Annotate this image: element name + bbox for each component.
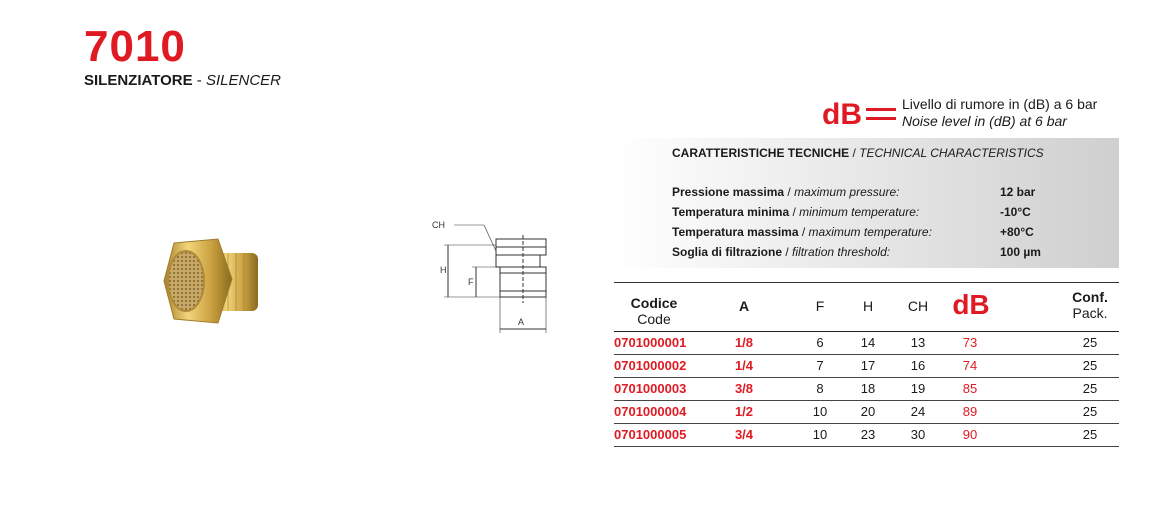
tech-label-en: maximum temperature: [808,225,932,239]
db-legend-en: Noise level in (dB) at 6 bar [902,113,1067,129]
tech-title-en: TECHNICAL CHARACTERISTICS [859,146,1044,160]
table-row [614,401,1119,424]
cell-a: 1/8 [734,335,754,350]
tech-row: Temperatura minima / minimum temperature: -10°C [672,205,1031,219]
cell-pack: 25 [1082,427,1098,442]
product-photo [160,235,270,330]
header-a: A [738,298,750,314]
table-header [614,282,1119,332]
cell-f: 8 [816,381,824,396]
db-symbol: dB [822,98,862,131]
tech-value: 12 bar [1000,185,1036,199]
cell-ch: 19 [910,381,926,396]
tech-value: 100 µm [1000,245,1041,259]
cell-db: 85 [962,381,978,396]
tech-value: +80°C [1000,225,1034,239]
tech-row: Temperatura massima / maximum temperature: +80°C [672,225,1034,239]
product-name-en: SILENCER [205,72,281,89]
table-row [614,332,1119,355]
cell-ch: 30 [910,427,926,442]
header-ch: CH [907,298,929,314]
label-a: A [518,317,525,327]
header-pack-en: Pack. [1072,305,1108,321]
cell-f: 10 [812,427,828,442]
tech-label-en: maximum pressure: [794,185,900,199]
cell-f: 7 [816,358,824,373]
cell-code: 0701000001 [614,335,687,350]
cell-a: 1/4 [734,358,754,373]
tech-title-it: CARATTERISTICHE TECNICHE [672,146,850,160]
technical-characteristics [614,138,1119,268]
tech-row: Pressione massima / maximum pressure: 12 bar [672,185,1036,199]
cell-pack: 25 [1082,404,1098,419]
cell-a: 3/8 [734,381,754,396]
cell-db: 90 [962,427,978,442]
tech-value: -10°C [1000,205,1031,219]
header-f: F [815,298,825,314]
header-db: dB [952,289,990,320]
label-h: H [440,265,447,275]
db-legend-text [902,96,1097,130]
tech-row: Soglia di filtrazione / filtration threshold: 100 µm [672,245,1041,259]
cell-pack: 25 [1082,358,1098,373]
table-row [614,355,1119,378]
table-row [614,378,1119,401]
cell-h: 17 [860,358,876,373]
subtitle-separator: - [192,72,206,89]
cell-h: 20 [860,404,876,419]
cell-a: 1/2 [734,404,754,419]
technical-drawing [426,215,556,335]
tech-label-en: filtration threshold: [792,245,891,259]
header-h: H [862,298,874,314]
tech-title [672,146,1044,160]
cell-ch: 16 [910,358,926,373]
product-table [614,282,1119,447]
tech-label-it: Soglia di filtrazione [672,245,783,259]
cell-pack: 25 [1082,381,1098,396]
header-pack-it: Conf. [1072,289,1108,305]
product-subtitle [84,72,281,90]
cell-code: 0701000003 [614,381,687,396]
label-ch: CH [432,220,445,230]
cell-code: 0701000002 [614,358,687,373]
tech-label-it: Pressione massima [672,185,785,199]
cell-pack: 25 [1082,335,1098,350]
table-row [614,424,1119,447]
cell-h: 18 [860,381,876,396]
header-code [622,295,686,327]
product-code: 7010 [84,22,186,71]
label-f: F [468,277,474,287]
header-code-en: Code [637,311,671,327]
cell-db: 74 [962,358,978,373]
product-name-it: SILENZIATORE [84,72,193,89]
cell-ch: 24 [910,404,926,419]
cell-h: 14 [860,335,876,350]
cell-a: 3/4 [734,427,754,442]
cell-ch: 13 [910,335,926,350]
cell-h: 23 [860,427,876,442]
equals-sign [866,108,896,122]
cell-db: 89 [962,404,978,419]
cell-f: 10 [812,404,828,419]
header-pack [1062,289,1118,321]
tech-title-sep: / [849,146,860,160]
tech-label-it: Temperatura minima [672,205,790,219]
tech-label-en: minimum temperature: [799,205,920,219]
cell-code: 0701000005 [614,427,687,442]
tech-label-it: Temperatura massima [672,225,799,239]
header-code-it: Codice [630,295,678,311]
cell-code: 0701000004 [614,404,687,419]
cell-db: 73 [962,335,978,350]
cell-f: 6 [816,335,824,350]
db-legend-it: Livello di rumore in (dB) a 6 bar [902,96,1098,112]
